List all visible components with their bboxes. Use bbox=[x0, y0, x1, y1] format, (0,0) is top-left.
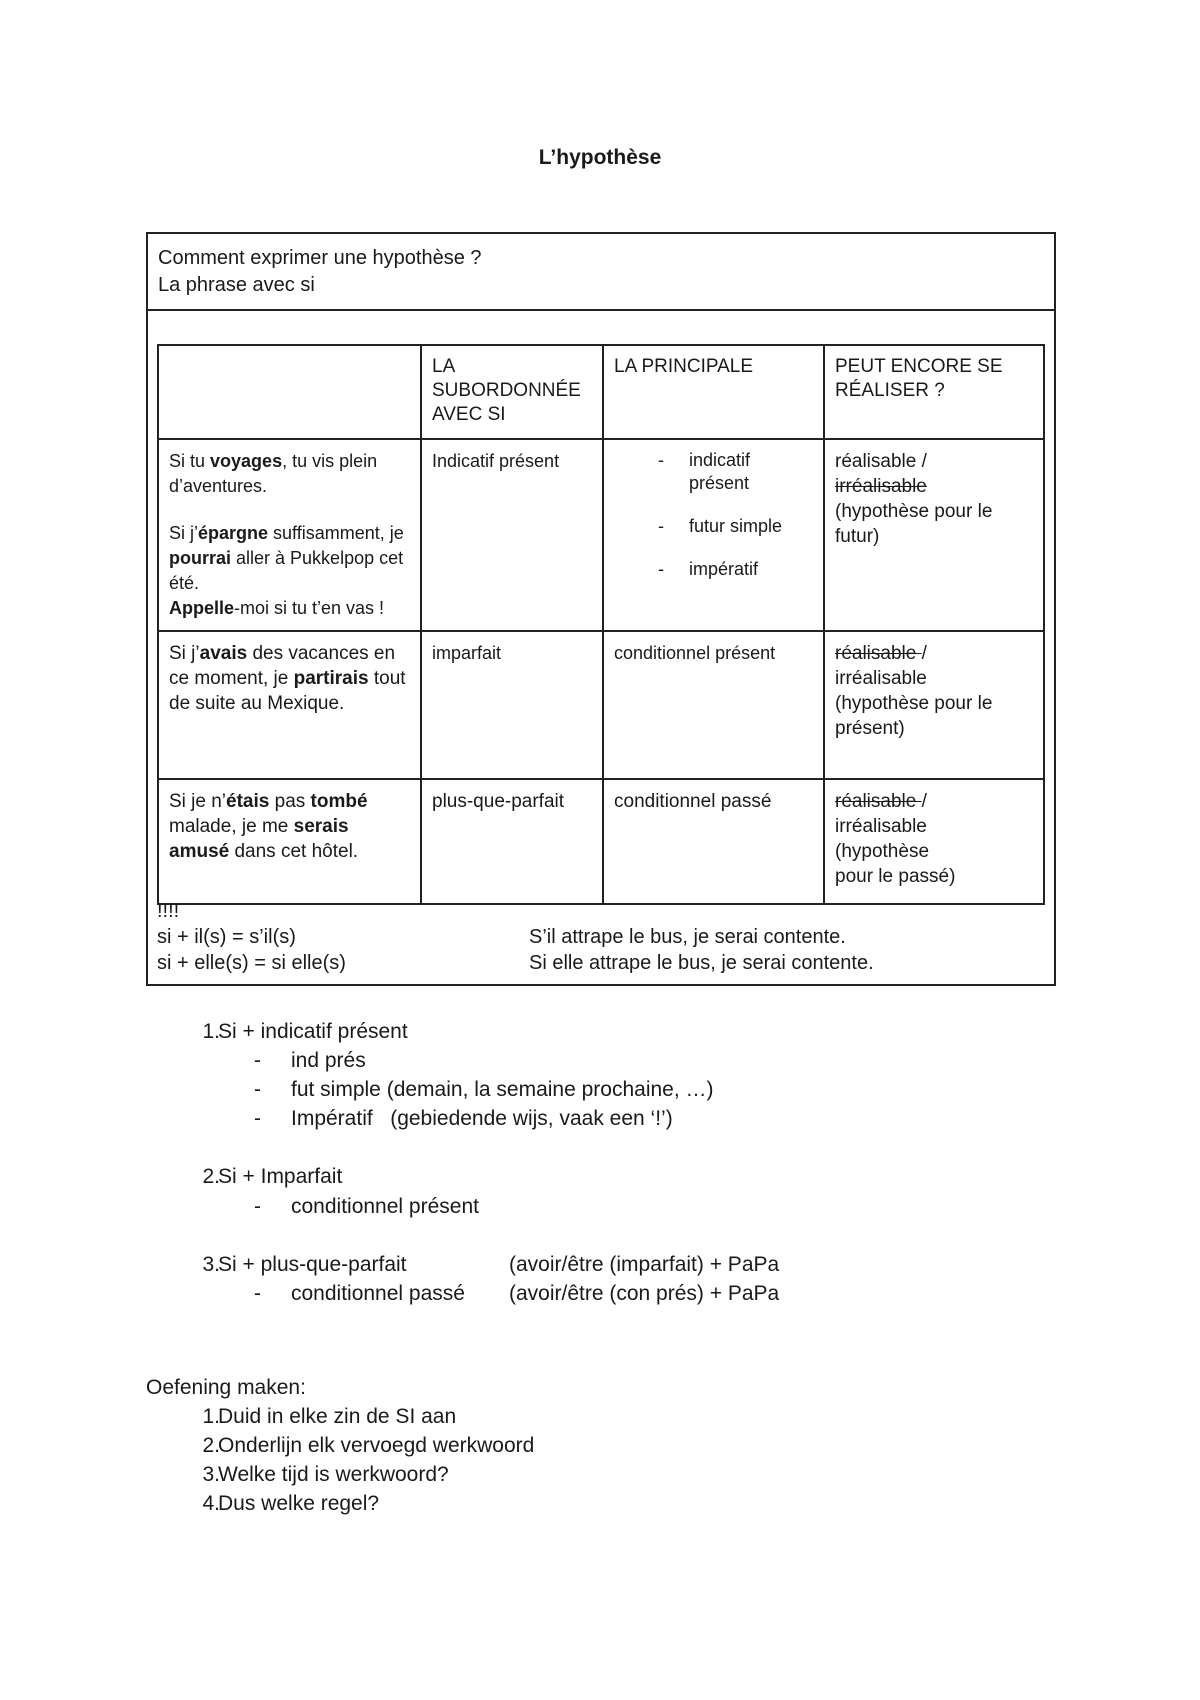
header-cell-main: LA PRINCIPALE bbox=[603, 345, 824, 439]
note-rule: si + elle(s) = si elle(s) bbox=[157, 952, 346, 974]
subordinate-tense: imparfait bbox=[421, 631, 603, 779]
example-sentence: Appelle-moi si tu t’en vas ! bbox=[169, 598, 385, 618]
page-title: L’hypothèse bbox=[538, 146, 662, 169]
table-row bbox=[158, 779, 1044, 904]
subordinate-tense: Indicatif présent bbox=[421, 439, 603, 631]
note-mark: !!!! bbox=[157, 900, 180, 922]
exercise-heading: Oefening maken: bbox=[146, 1376, 306, 1399]
note-rule: si + il(s) = s’il(s) bbox=[157, 926, 296, 948]
example-sentence: Si tu voyages, tu vis plein d’aventures. bbox=[169, 451, 378, 496]
main-tense-list bbox=[603, 439, 824, 631]
header-cell-realisable: PEUT ENCORE SE RÉALISER ? bbox=[824, 345, 1044, 439]
example-cell bbox=[158, 439, 421, 631]
note-example: S’il attrape le bus, je serai contente. bbox=[529, 926, 846, 948]
main-tense-item: - futur simple bbox=[614, 515, 813, 538]
box-heading-question: Comment exprimer une hypothèse ? bbox=[158, 247, 482, 269]
example-cell: Si je n’étais pas tombé malade, je me serais amusé dans cet hôtel. bbox=[158, 779, 421, 904]
table-row bbox=[158, 439, 1044, 631]
table-row bbox=[158, 631, 1044, 779]
main-tense: conditionnel présent bbox=[603, 631, 824, 779]
example-sentence: Si j’épargne suffisamment, je pourrai aller à Pukkelpop cet été. bbox=[169, 523, 404, 593]
realisable-cell: réalisable / irréalisable (hypothèse pour le passé) bbox=[824, 779, 1044, 904]
box-heading bbox=[148, 234, 1054, 311]
hypothesis-box bbox=[146, 232, 1056, 986]
tense-table bbox=[157, 344, 1045, 905]
example-cell: Si j’avais des vacances en ce moment, je partirais tout de suite au Mexique. bbox=[158, 631, 421, 779]
note-example: Si elle attrape le bus, je serai contente. bbox=[529, 952, 874, 974]
header-cell-empty bbox=[158, 345, 421, 439]
header-cell-subordinate: LA SUBORDONNÉE AVEC SI bbox=[421, 345, 603, 439]
main-tense: conditionnel passé bbox=[603, 779, 824, 904]
table-header-row bbox=[158, 345, 1044, 439]
main-tense-item: - impératif bbox=[614, 558, 813, 581]
box-heading-subtitle: La phrase avec si bbox=[158, 274, 315, 296]
realisable-cell: réalisable / irréalisable (hypothèse pour le présent) bbox=[824, 631, 1044, 779]
subordinate-tense: plus-que-parfait bbox=[421, 779, 603, 904]
elision-note bbox=[157, 898, 1047, 976]
realisable-cell: réalisable / irréalisable (hypothèse pour le futur) bbox=[824, 439, 1044, 631]
main-tense-item: - indicatif présent bbox=[614, 449, 813, 495]
